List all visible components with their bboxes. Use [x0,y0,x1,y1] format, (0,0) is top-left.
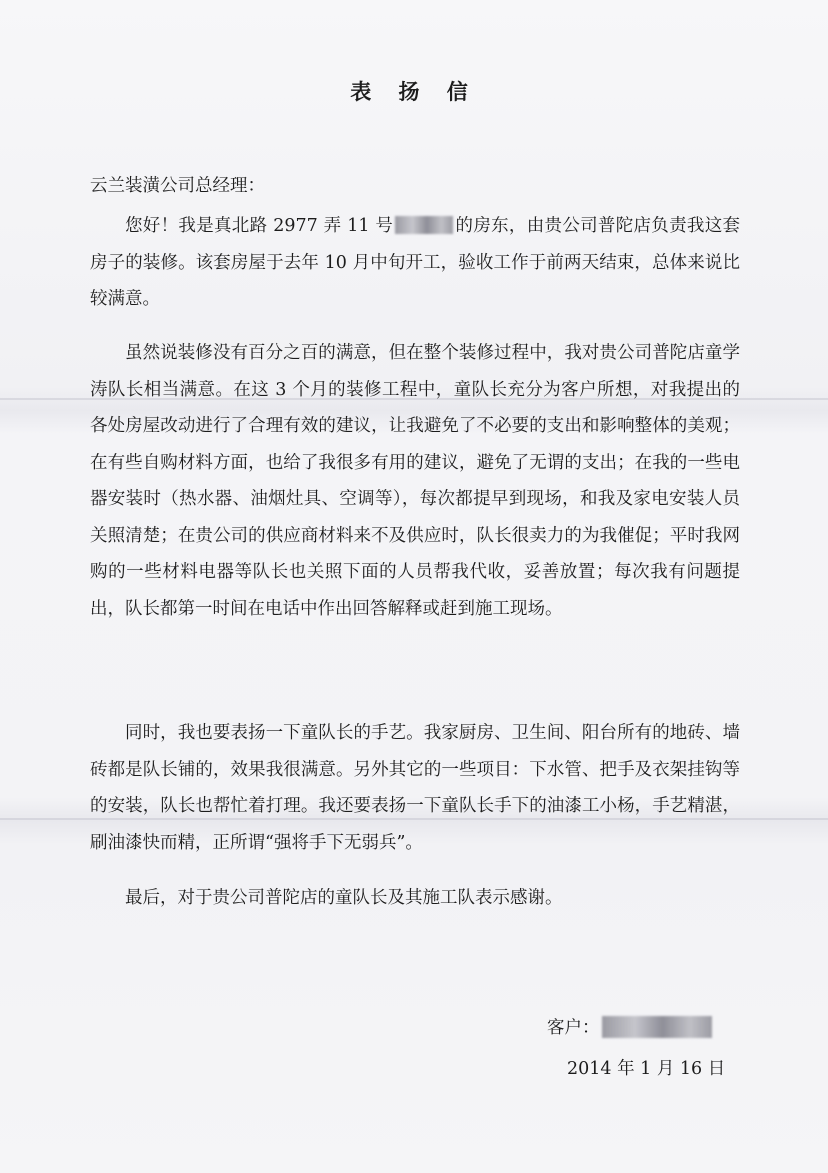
letter-title: 表 扬 信 [350,79,478,104]
customer-label: 客户： [547,1018,600,1038]
redacted-room-number [395,216,453,234]
paragraph-2: 虽然说装修没有百分之百的满意，但在整个装修过程中，我对贵公司普陀店童学涛队长相当满意。在这 3 个月的装修工程中，童队长充分为客户所想，对我提出的各处房屋改动进行了合理有效的建议，让我避免了不必要的支出和影响整体的美观；在有些自购材料方面，也给了我很多有用的建议，避免了无谓的支出；在我的一些电器安装时（热水器、油烟灶具、空调等），每次都提早到现场，和我及家电安装人员关照清楚；在贵公司的供应商材料来不及供应时，队长很卖力的为我催促；平时我网购的一些材料电器等队长也关照下面的人员帮我代收，妥善放置；每次我有问题提出，队长都第一时间在电话中作出回答解释或赶到施工现场。 [90,343,740,619]
redacted-customer-name [602,1016,712,1038]
paragraph-1-end: 的房东，由贵公司普陀店负责我这套房子的装修。该套房屋于去年 10 月中旬开工，验收工作于前两天结束，总体来说比较满意。 [90,216,740,309]
salutation: 云兰装潢公司总经理： [90,176,265,196]
customer-signature [547,1014,714,1039]
paragraph-4: 最后，对于贵公司普陀店的童队长及其施工队表示感谢。 [125,888,563,908]
paragraph-1-start: 您好！我是真北路 2977 弄 11 号 [125,216,394,236]
paragraph-3: 同时，我也要表扬一下童队长的手艺。我家厨房、卫生间、阳台所有的地砖、墙砖都是队长铺的，效果我很满意。另外其它的一些项目：下水管、把手及衣架挂钩等的安装，队长也帮忙着打理。我还要表扬一下童队长手下的油漆工小杨，手艺精湛，刷油漆快而精，正所谓“强将手下无弱兵”。 [90,723,740,853]
letter-date: 2014 年 1 月 16 日 [567,1059,726,1079]
paragraph-1 [90,208,740,318]
